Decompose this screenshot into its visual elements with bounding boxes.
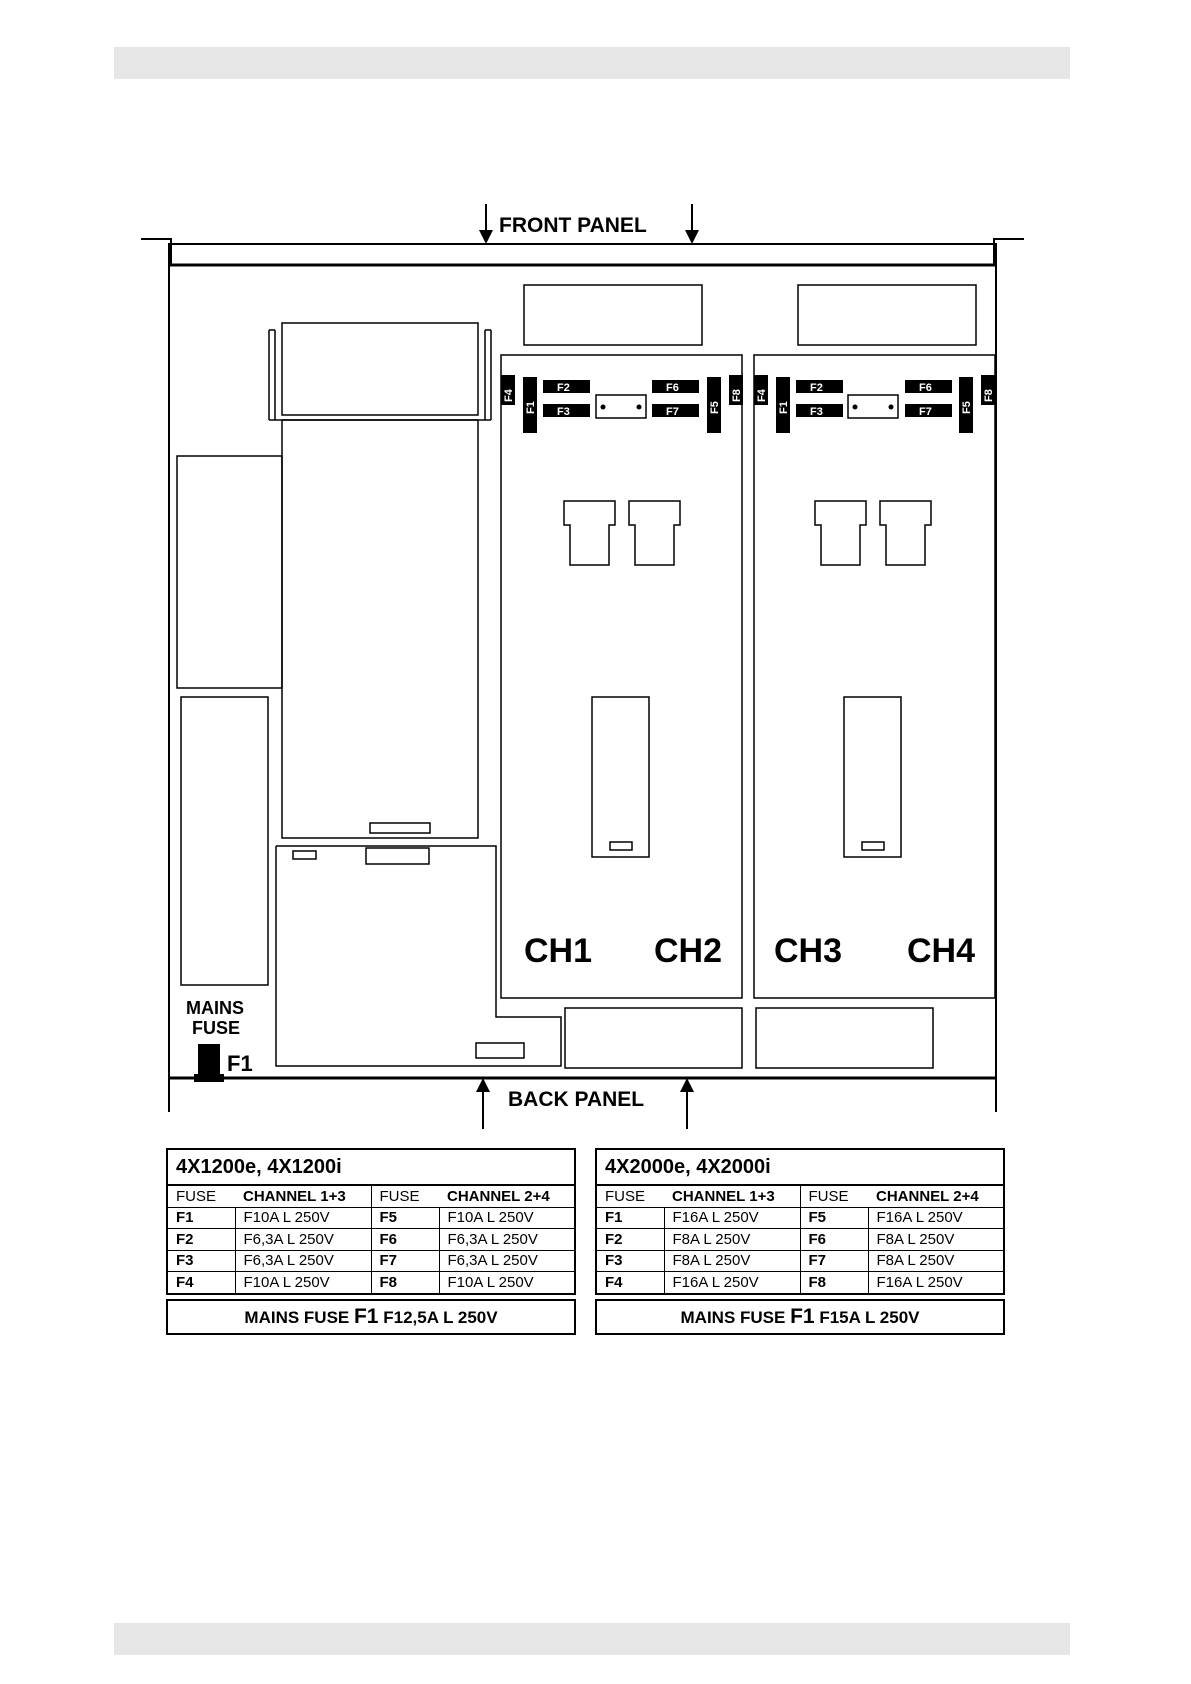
arrow-up-icon [476,1078,490,1092]
table-row [168,1229,574,1251]
rating-cell: F10A L 250V [235,1272,371,1293]
mains-fuse-prefix: MAINS FUSE [680,1308,786,1327]
rating-cell: F16A L 250V [664,1272,800,1293]
mains-fuse-holder [198,1044,220,1078]
fuse-table-4x2000 [595,1148,1005,1295]
mains-fuse-label-line2: FUSE [192,1018,241,1038]
rating-cell: F16A L 250V [868,1272,1003,1293]
fuse-cell: F4 [597,1272,664,1293]
control-board [276,846,561,1066]
control-connector-c [476,1043,524,1058]
rack-ear-right [994,239,1024,264]
fuse-cell: F5 [371,1207,439,1229]
power-device [880,501,931,565]
power-device [564,501,615,565]
fuse-tags-module-1 [501,375,743,433]
mains-fuse-prefix: MAINS FUSE [244,1308,350,1327]
channel-label-ch3: CH3 [774,932,843,970]
header-cell: FUSE [605,1187,646,1205]
fuse-table-4x1200 [166,1148,576,1295]
power-device [815,501,866,565]
fuse-tag-f4: F4 [756,389,768,402]
channel-label-ch1: CH1 [524,932,593,970]
table-row [168,1207,574,1229]
mains-fuse-rating: F15A L 250V [819,1308,920,1327]
control-connector-b [366,848,429,864]
fuse-cell: F8 [371,1272,439,1293]
rating-cell: F16A L 250V [868,1207,1003,1229]
fuse-cell: F1 [168,1207,235,1229]
rating-cell: F8A L 250V [868,1229,1003,1251]
rack-ear-left [141,239,171,264]
fuse-cell: F3 [597,1250,664,1272]
fuse-cell: F7 [371,1250,439,1272]
rating-cell: F8A L 250V [664,1229,800,1251]
header-cell: CHANNEL 2+4 [447,1187,550,1205]
fuse-tag-f4: F4 [503,389,515,402]
table-row [597,1207,1003,1229]
amp-module-ch3-ch4 [754,355,995,998]
header-cell: CHANNEL 2+4 [876,1187,979,1205]
fuse-tag-f1: F1 [525,401,537,414]
fuse-tag-f7: F7 [666,406,679,418]
fuse-cell: F2 [168,1229,235,1251]
fuse-tag-f5: F5 [709,401,721,414]
amp-module-ch1-ch2 [501,355,742,998]
rating-cell: F10A L 250V [235,1207,371,1229]
rating-cell: F8A L 250V [664,1250,800,1272]
table-header-row [597,1186,1003,1207]
rating-cell: F6,3A L 250V [235,1229,371,1251]
control-connector-a [293,851,316,859]
fuse-tag-f3: F3 [557,406,570,418]
channel-label-ch4: CH4 [907,932,976,970]
arrow-down-icon [685,230,699,244]
fuse-tag-f6: F6 [666,382,679,394]
mains-fuse-id: F1 [353,1305,379,1328]
fuse-tag-f2: F2 [557,382,570,394]
fuse-tag-f6: F6 [919,382,932,394]
table-row [597,1250,1003,1272]
table-title: 4X2000e, 4X2000i [597,1150,1003,1186]
psu-connector [370,823,430,833]
rating-cell: F8A L 250V [868,1250,1003,1272]
fuse-tag-f3: F3 [810,406,823,418]
mains-fuse-id: F1 [790,1305,815,1328]
table-header-row [168,1186,574,1207]
psu-top-block [282,323,478,415]
input-connector [862,842,884,850]
table-row [597,1272,1003,1293]
input-board-1 [592,697,649,857]
fuse-cell: F3 [168,1250,235,1272]
psu-board [282,420,478,838]
input-connector [610,842,632,850]
mains-fuse-label-line1: MAINS [186,998,244,1018]
heatsink-block-1 [524,285,702,345]
rating-cell: F6,3A L 250V [439,1229,574,1251]
fuse-cell: F2 [597,1229,664,1251]
mains-fuse-rating: F12,5A L 250V [383,1308,498,1327]
header-cell: CHANNEL 1+3 [672,1187,775,1205]
fuse-tag-f5: F5 [961,401,973,414]
mains-fuse-box-4x2000 [595,1299,1005,1335]
header-cell: FUSE [371,1186,439,1207]
table-row [597,1229,1003,1251]
table-title: 4X1200e, 4X1200i [168,1150,574,1186]
rating-cell: F6,3A L 250V [439,1250,574,1272]
heatsink-block-2 [798,285,976,345]
fuse-tag-f2: F2 [810,382,823,394]
fuse-tags-module-2 [754,375,995,433]
fuse-cell: F6 [800,1229,868,1251]
back-panel-label: BACK PANEL [508,1088,645,1111]
fuse-cell: F5 [800,1207,868,1229]
fuse-cell: F1 [597,1207,664,1229]
table-row [168,1272,574,1293]
output-terminal-2 [756,1008,933,1068]
fuse-cell: F4 [168,1272,235,1293]
power-device [629,501,680,565]
transformer-block [177,456,282,688]
rating-cell: F6,3A L 250V [235,1250,371,1272]
fuse-cell: F7 [800,1250,868,1272]
arrow-up-icon [680,1078,694,1092]
input-board-2 [844,697,901,857]
table-row [168,1250,574,1272]
rating-cell: F10A L 250V [439,1207,574,1229]
header-cell: CHANNEL 1+3 [243,1187,346,1205]
output-terminal-1 [565,1008,742,1068]
fuse-tag-f8: F8 [983,389,995,402]
fuse-table [597,1186,1003,1293]
channel-label-ch2: CH2 [654,932,723,970]
front-panel-label: FRONT PANEL [499,214,647,237]
header-cell: FUSE [800,1186,868,1207]
fuse-tag-f1: F1 [778,401,790,414]
mains-fuse-box-4x1200 [166,1299,576,1335]
rating-cell: F10A L 250V [439,1272,574,1293]
mains-fuse-f1-label: F1 [227,1051,253,1076]
fuse-cell: F8 [800,1272,868,1293]
fuse-tag-f8: F8 [731,389,743,402]
rating-cell: F16A L 250V [664,1207,800,1229]
arrow-down-icon [479,230,493,244]
fuse-cell: F6 [371,1229,439,1251]
fuse-tag-f7: F7 [919,406,932,418]
capacitor-block [181,697,268,985]
header-cell: FUSE [176,1187,217,1205]
fuse-table [168,1186,574,1293]
